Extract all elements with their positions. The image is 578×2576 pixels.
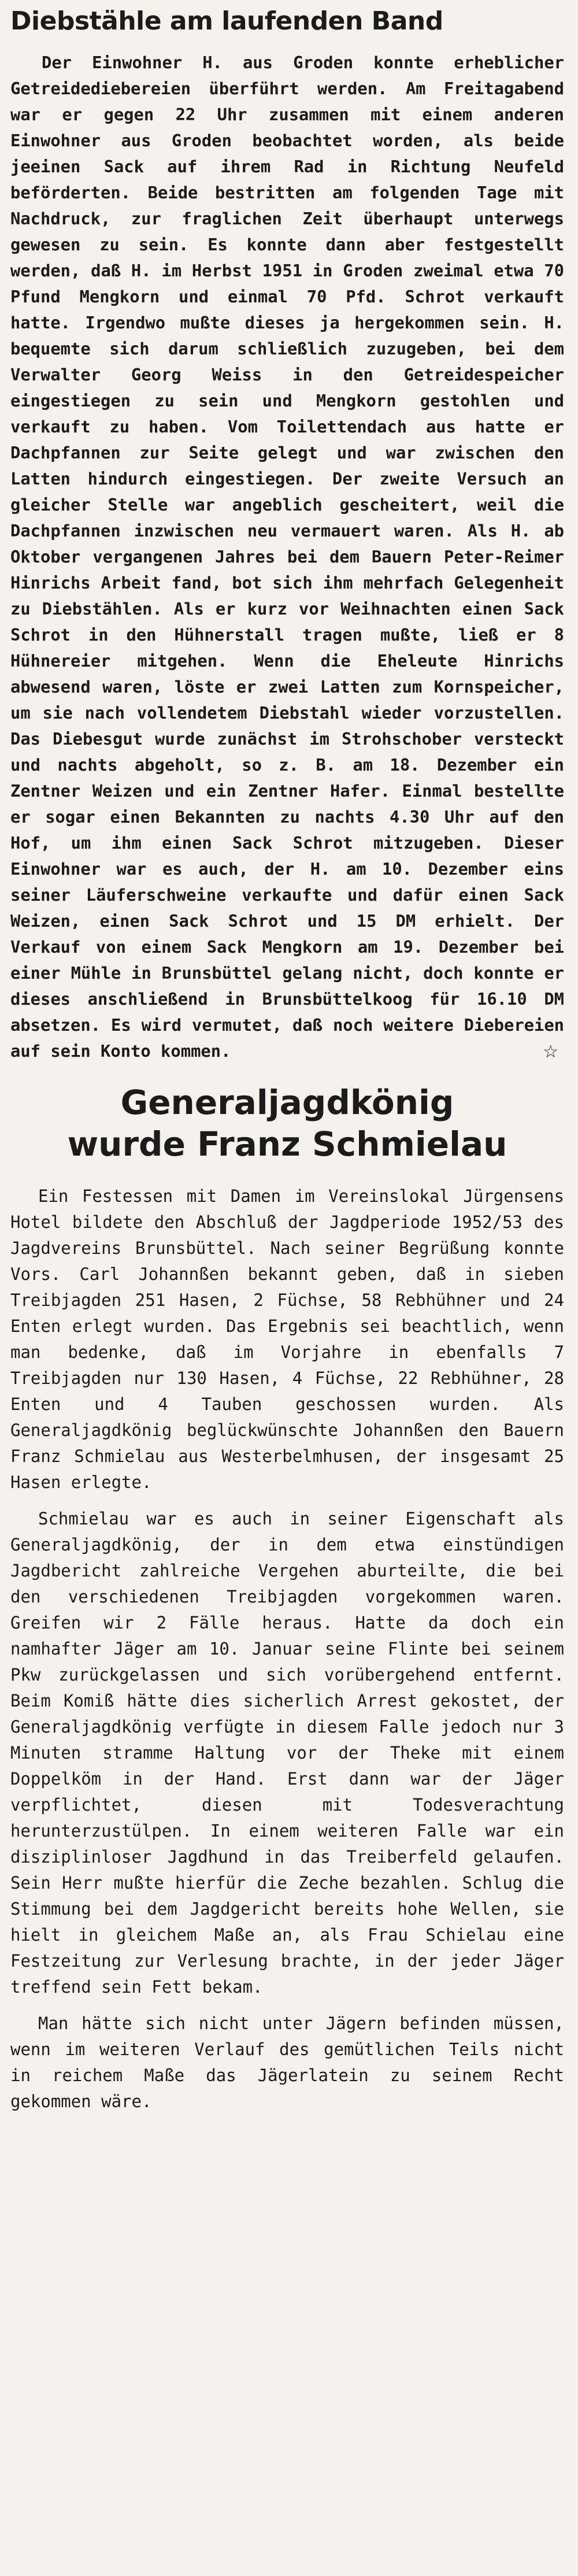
article-hunting-paragraph-2: Schmielau war es auch in seiner Eigenschaft als Generaljagdkönig, der in dem etwa einstündigen Jagdbericht zahlreiche Vergehen aburteilte, die bei den verschiedenen Treibjagden vorgekommen waren. Greifen wir 2 Fälle heraus. Hatte da doch ein namhafter Jäger am 10. Januar seine Flinte bei seinem Pkw zurückgelassen und sich vorübergehend entfernt. Beim Komiß hätte dies sicherlich Arrest gekostet, der Generaljagdkönig verfügte in diesem Falle jedoch nur 3 Minuten stramme Haltung vor der Theke mit einem Doppelköm in der Hand. Erst dann war der Jäger verpflichtet, diesen mit Todesverachtung herunterzustülpen. In einem weiteren Falle war ein disziplinloser Jagdhund in das Treiberfeld gelaufen. Sein Herr mußte hierfür die Zeche bezahlen. Schlug die Stimmung bei dem Jagdgericht bereits hohe Wellen, sie hielt in gleichem Maße an, als Frau Schielau eine Festzeitung zur Verlesung brachte, in der jeder Jäger treffend sein Fett bekam. [10, 1509, 564, 1997]
article-hunting-king [10, 1082, 564, 2115]
article-hunting-paragraph-1: Ein Festessen mit Damen im Vereinslokal Jürgensens Hotel bildete den Abschluß der Jagdperiode 1952/53 des Jagdvereins Brunsbüttel. Nach seiner Begrüßung konnte Vors. Carl Johannßen bekannt geben, daß in sieben Treibjagden 251 Hasen, 2 Füchse, 58 Rebhühner und 24 Enten erlegt wurden. Das Ergebnis sei beachtlich, wenn man bedenke, daß im Vorjahre in ebenfalls 7 Treibjagden nur 130 Hasen, 4 Füchse, 22 Rebhühner, 28 Enten und 4 Tauben geschossen wurden. Als Generaljagdkönig beglückwünschte Johannßen den Bauern Franz Schmielau aus Westerbelmhusen, der insgesamt 25 Hasen erlegte. [10, 1186, 564, 1492]
article-theft-paragraph: Der Einwohner H. aus Groden konnte erheblicher Getreidediebereien überführt werden. Am Freitagabend war er gegen 22 Uhr zusammen mit einem anderen Einwohner aus Groden beobachtet worden, als beide jeeinen Sack auf ihrem Rad in Richtung Neufeld beförderten. Beide bestritten am folgenden Tage mit Nachdruck, zur fraglichen Zeit überhaupt unterwegs gewesen zu sein. Es konnte dann aber festgestellt werden, daß H. im Herbst 1951 in Groden zweimal etwa 70 Pfund Mengkorn und einmal 70 Pfd. Schrot verkauft hatte. Irgendwo mußte dieses ja hergekommen sein. H. bequemte sich darum schließlich zuzugeben, bei dem Verwalter Georg Weiss in den Getreidespeicher eingestiegen zu sein und Mengkorn gestohlen und verkauft zu haben. Vom Toilettendach aus hatte er Dachpfannen zur Seite gelegt und war zwischen den Latten hindurch eingestiegen. Der zweite Versuch an gleicher Stelle war angeblich gescheitert, weil die Dachpfannen inzwischen neu vermauert waren. Als H. ab Oktober vergangenen Jahres bei dem Bauern Peter-Reimer Hinrichs Arbeit fand, bot sich ihm mehrfach Gelegenheit zu Diebstählen. Als er kurz vor Weihnachten einen Sack Schrot in den Hühnerstall tragen mußte, ließ er 8 Hühnereier mitgehen. Wenn die Eheleute Hinrichs abwesend waren, löste er zwei Latten zum Kornspeicher, um sie nach vollendetem Diebstahl wieder vorzustellen. Das Diebesgut wurde zunächst im Strohschober versteckt und nachts abgeholt, so z. B. am 18. Dezember ein Zentner Weizen und ein Zentner Hafer. Einmal bestellte er sogar einen Bekannten zu nachts 4.30 Uhr auf den Hof, um ihm einen Sack Schrot mitzugeben. Dieser Einwohner war es auch, der H. am 10. Dezember eins seiner Läuferschweine verkaufte und dafür einen Sack Weizen, einen Sack Schrot und 15 DM erhielt. Der Verkauf von einem Sack Mengkorn am 19. Dezember bei einer Mühle in Brunsbüttel gelang nicht, doch konnte er dieses anschließend in Brunsbüttelkoog für 16.10 DM absetzen. Es wird vermutet, daß noch weitere Diebereien auf sein Konto kommen. [10, 53, 564, 1061]
article-hunting-headline-line1: Generaljagdkönig [120, 1083, 454, 1122]
article-hunting-headline-line2: wurde Franz Schmielau [67, 1124, 507, 1164]
end-mark-icon: ☆ [543, 1042, 558, 1062]
article-theft [10, 6, 564, 1061]
article-hunting-headline [10, 1082, 564, 1165]
article-hunting-paragraph-3: Man hätte sich nicht unter Jägern befinden müssen, wenn im weiteren Verlauf des gemütlichen Teils nicht in reichem Maße das Jägerlatein zu seinem Recht gekommen wäre. [10, 2014, 564, 2111]
article-theft-headline: Diebstähle am laufenden Band [10, 6, 443, 36]
